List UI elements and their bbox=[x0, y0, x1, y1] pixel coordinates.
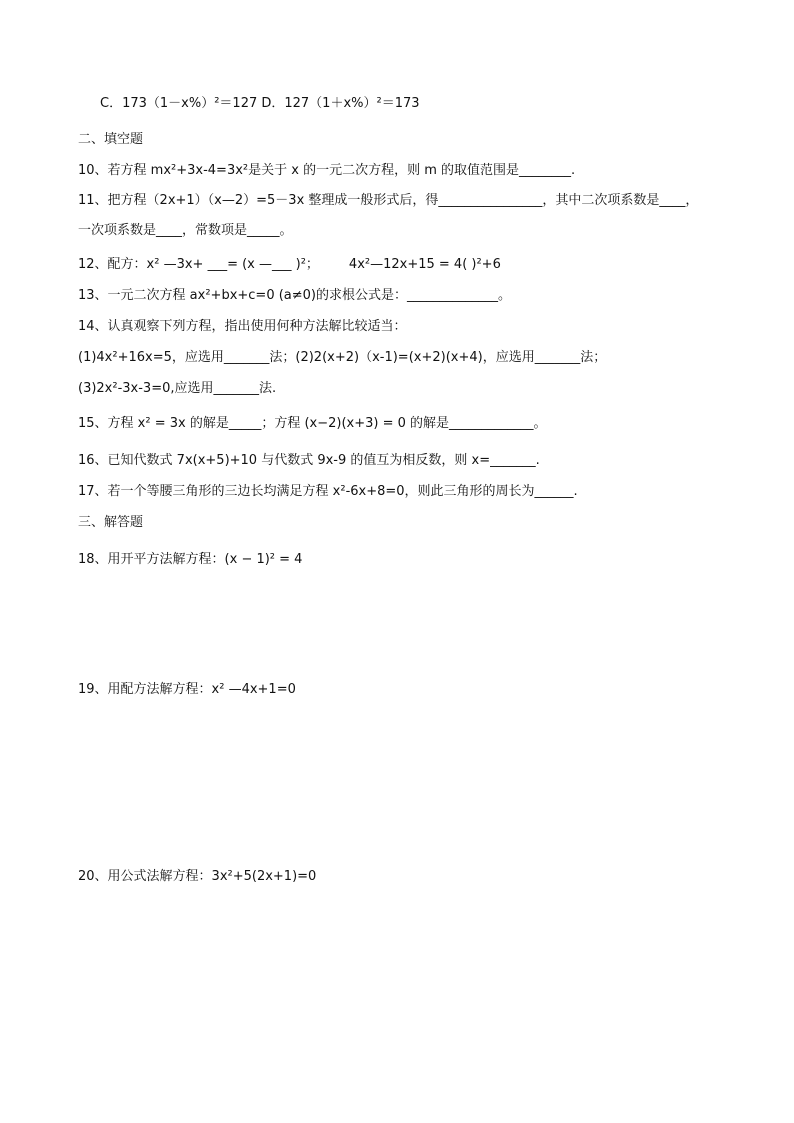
question-14-item3: (3)2x²-3x-3=0,应选用_______法. bbox=[78, 381, 277, 396]
section-answer-title: 三、解答题 bbox=[78, 515, 144, 530]
question-12 bbox=[78, 256, 501, 274]
question-19: 19、用配方法解方程：x² —4x+1=0 bbox=[78, 682, 296, 697]
question-14: 14、认真观察下列方程，指出使用何种方法解比较适当： bbox=[78, 319, 407, 334]
section-fill-in-title: 二、填空题 bbox=[78, 132, 144, 147]
question-17: 17、若一个等腰三角形的三边长均满足方程 x²-6x+8=0，则此三角形的周长为______. bbox=[78, 484, 578, 499]
question-12-part2: 4x²—12x+15 = 4( )²+6 bbox=[348, 257, 501, 272]
question-14-item1-2: (1)4x²+16x=5，应选用_______法；(2)2(x+2)（x-1)=(x+2)(x+4)，应选用_______法； bbox=[78, 350, 607, 365]
question-11-line1: 11、把方程（2x+1）（x—2）=5－3x 整理成一般形式后，得________________，其中二次项系数是____， bbox=[78, 193, 699, 208]
question-20: 20、用公式法解方程：3x²+5(2x+1)=0 bbox=[78, 869, 317, 884]
question-16: 16、已知代数式 7x(x+5)+10 与代数式 9x-9 的值互为相反数，则 x=_______. bbox=[78, 453, 540, 468]
question-12-part1: 12、配方：x² —3x+ ___= (x —___ )²； bbox=[78, 257, 319, 272]
question-18: 18、用开平方法解方程：(x − 1)² = 4 bbox=[78, 552, 303, 567]
option-c-d: C．173（1－x%）²＝127 D．127（1＋x%）²＝173 bbox=[100, 96, 420, 111]
question-15: 15、方程 x² = 3x 的解是_____；方程 (x−2)(x+3) = 0 的解是_____________。 bbox=[78, 416, 547, 431]
question-13: 13、一元二次方程 ax²+bx+c=0 (a≠0)的求根公式是：______________。 bbox=[78, 288, 511, 303]
question-11-line2: 一次项系数是____，常数项是_____。 bbox=[78, 223, 293, 238]
question-10: 10、若方程 mx²+3x-4=3x²是关于 x 的一元二次方程，则 m 的取值范围是________. bbox=[78, 163, 576, 178]
